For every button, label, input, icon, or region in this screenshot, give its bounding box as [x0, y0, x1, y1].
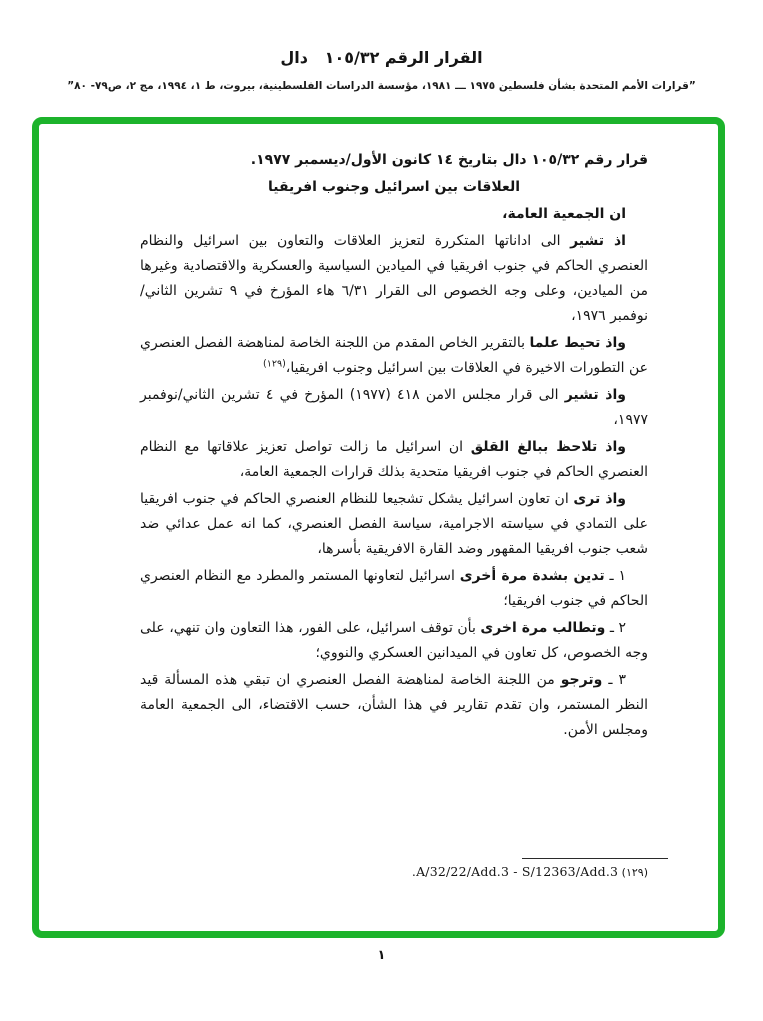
resolution-subject: العلاقات بين اسرائيل وجنوب افريقيا [267, 179, 521, 195]
paragraph-text: بأن توقف اسرائيل، على الفور، هذا التعاون وان تنهي، على وجه الخصوص، كل تعاون في الميدانين العسكري والنووي؛ [140, 620, 648, 661]
paragraph-text: بالتقرير الخاص المقدم من اللجنة الخاصة لمناهضة الفصل العنصري عن التطورات الاخيرة في العلاقات بين اسرائيل وجنوب افريقيا، [140, 335, 648, 376]
source-citation: ”قرارات الأمم المتحدة بشأن فلسطين ١٩٧٥ ـــ ١٩٨١، مؤسسة الدراسات الفلسطينية، بيروت، ط ١، ١٩٩٤، مج ٢، ص٧٩- ٨٠” [67, 80, 696, 92]
paragraph-number: ٣ ـ [608, 672, 626, 688]
operative-paragraph [140, 616, 648, 666]
preamble-paragraph [140, 383, 648, 433]
preamble-paragraph [140, 331, 648, 381]
footnote-area [140, 858, 648, 880]
paragraph-text: اسرائيل لتعاونها المستمر والمطرد مع النظام العنصري الحاكم في جنوب افريقيا؛ [140, 568, 648, 609]
paragraph-lead: واذ تشير [564, 387, 626, 403]
footnote-reference: (١٢٩) [263, 358, 286, 370]
footnote-separator [522, 858, 668, 860]
preamble-paragraph [140, 229, 648, 329]
paragraph-lead: وتطالب مرة اخرى [480, 620, 606, 636]
paragraph-number: ١ ـ [609, 568, 626, 584]
resolution-body [140, 148, 648, 745]
footnote [140, 864, 648, 879]
paragraph-lead: تدين بشدة مرة أخرى [459, 568, 605, 584]
content-border-box [32, 117, 725, 938]
preamble-paragraph [140, 487, 648, 562]
operative-paragraph [140, 564, 648, 614]
operative-paragraph [140, 668, 648, 743]
paragraph-text: من اللجنة الخاصة لمناهضة الفصل العنصري ان تبقي هذه المسألة قيد النظر المستمر، وان تقدم تقارير في هذا الشأن، حسب الاقتضاء، الى الجمعية العامة ومجلس الأمن. [140, 672, 648, 738]
paragraph-number: ٢ ـ [609, 620, 627, 636]
page-header [0, 48, 763, 92]
paragraph-lead: واذ تلاحظ ببالغ القلق [470, 439, 626, 455]
paragraph-lead: واذ تحيط علما [529, 335, 626, 351]
preamble-paragraph [140, 435, 648, 485]
resolution-title: قرار رقم ١٠٥/٣٢ دال بتاريخ ١٤ كانون الأول/ديسمبر ١٩٧٧. [250, 152, 648, 168]
paragraph-text: الى قرار مجلس الامن ٤١٨ (١٩٧٧) المؤرخ في ٤ تشرين الثاني/نوفمبر ١٩٧٧، [140, 387, 648, 428]
assembly-opening: ان الجمعية العامة، [502, 206, 626, 222]
resolution-header-title: القرار الرقم ١٠٥/٣٢ دال [280, 48, 483, 67]
paragraph-text: ان اسرائيل ما زالت تواصل تعزيز علاقاتها مع النظام العنصري الحاكم في جنوب افريقيا متحدية بذلك قرارات الجمعية العامة، [140, 439, 648, 480]
paragraph-lead: وترجو [560, 672, 603, 688]
paragraph-text: ان تعاون اسرائيل يشكل تشجيعا للنظام العنصري الحاكم في جنوب افريقيا على التمادي في سياسته الاجرامية، سياسة الفصل العنصري، كما انه عمل عدائي ضد شعب جنوب افريقيا المقهور وضد القارة الافريقية بأسرها، [140, 491, 648, 557]
paragraph-lead: اذ تشير [570, 233, 626, 249]
footnote-number: (١٢٩) [621, 866, 648, 879]
paragraph-text: الى اداناتها المتكررة لتعزيز العلاقات والتعاون بين اسرائيل والنظام العنصري الحاكم في جنوب افريقيا في الميادين السياسية والعسكرية والاقتصادية وغيرها من الميادين، وعلى وجه الخصوص الى القرار ٦/٣١ هاء المؤرخ في ٩ تشرين الثاني/نوفمبر ١٩٧٦، [140, 233, 648, 324]
paragraph-lead: واذ ترى [573, 491, 626, 507]
footnote-document-symbols: A/32/22/Add.3 - S/12363/Add.3. [411, 864, 619, 879]
page-number: ١ [377, 948, 386, 963]
